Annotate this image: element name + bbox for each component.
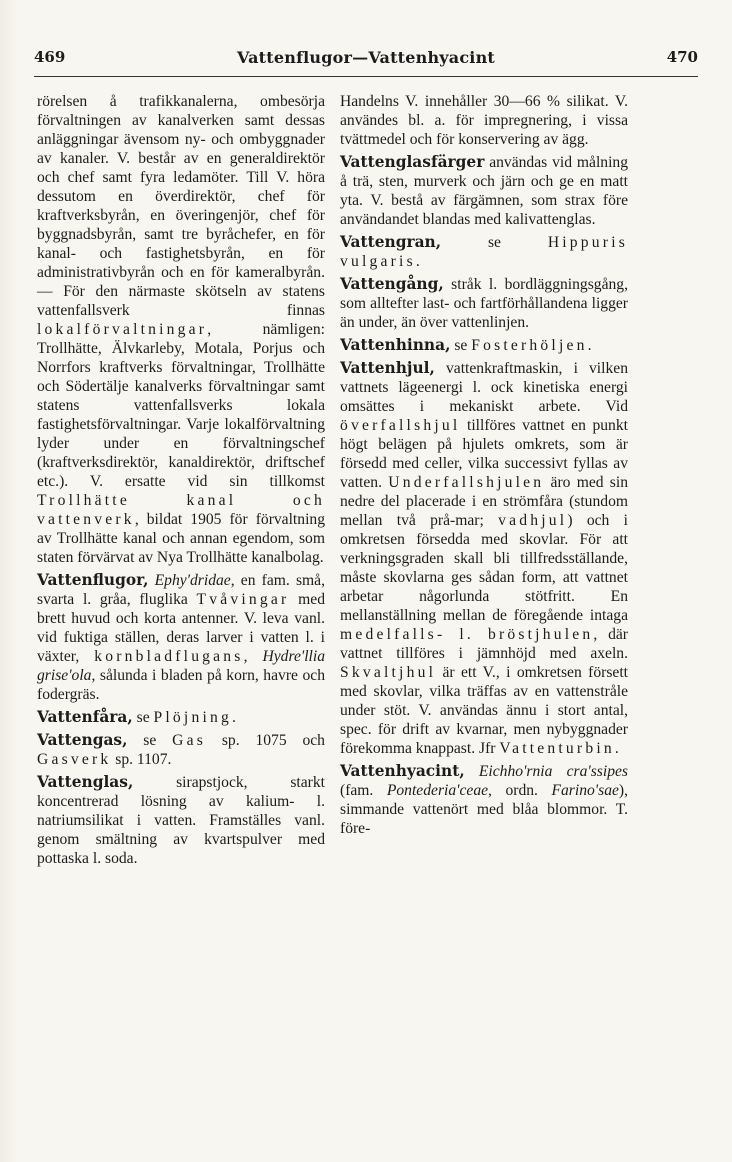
entry-text: , bildat 1905 för förvaltning av Trollhätte kanal och annan egendom, som staten förvärvat av Nya Trollhätte kanalbolag. — [37, 511, 325, 566]
spaced-term: vadhjul — [498, 512, 568, 529]
entry-text: med brett huvud och korta antenner. V. leva vanl. vid fuktiga ställen, deras larver i vatten l. i växter, — [37, 591, 325, 665]
entry-vattengran — [340, 233, 628, 271]
cross-reference: Plöjning — [153, 709, 232, 726]
spaced-term: lokalförvaltningar — [37, 321, 208, 338]
entry-text: ) och i omkretsen försedda med skovlar. För att verkningsgraden skall bli tillfredsställande, måste skovlarna ges sådan form, att vattnet arbetar någorlunda stötfritt. En mellanställning mellan de föregående intaga — [340, 512, 628, 624]
entry-text: se — [441, 234, 548, 251]
entry-text: . — [232, 709, 236, 726]
entry-text: ), simmande vattenört med blåa blommor. T. före- — [340, 782, 629, 837]
entry-text: tillföres vattnet en punkt högt belägen på hjulets omkrets, som är försedd med celler, vilka successivt fyllas av vatten. — [340, 417, 628, 491]
spaced-term: medelfalls- l. bröstjhulen — [340, 626, 594, 643]
latin-name: Eichho'rnia cra'ssipes — [478, 763, 628, 780]
entry-vattenglasfarger — [340, 153, 628, 229]
entry-text: sirapstjock, starkt koncentrerad lösning av kalium- l. natriumsilikat i vatten. Framställes vanl. genom smältning av kvartspulver med pottaska l. soda. — [37, 774, 325, 867]
spaced-term: kornbladflugans — [94, 648, 244, 665]
entry-text: är ett V., i omkretsen försett med skovlar, vilka träffas av en vattenstråle under stöt. V. användas ännu i stort antal, spec. för drift av kvarnar, men nybyggnader förekomma knappast. Jfr — [340, 664, 628, 757]
entry-text: , där vattnet tillföres i jämnhöjd med axeln. — [340, 626, 628, 662]
entry-vattenhjul — [340, 359, 628, 758]
entry-text: , nämligen: Trollhätte, Älvkarleby, Motala, Porjus och Norrfors kraftverks förvaltningar, Trollhätte och Södertälje kanalverks förvaltningar samt statens vattenfallsverks lokala fastighetsförvaltningar. Varje lokalförvaltning lyder under en förvaltningschef (kraftverksdirektör, kanaldirektör, driftschef etc.). V. ersatte vid sin tillkomst — [37, 321, 325, 490]
page-number-left: 469 — [34, 48, 66, 66]
entry-text: (fam. — [340, 782, 387, 799]
entry-text: Handelns V. innehåller 30—66 % silikat. V. användes bl. a. för impregnering, i vissa tvättmedel och för konservering av ägg. — [340, 93, 628, 148]
headword: Vattenglas, — [37, 773, 134, 791]
entry-vattenfara — [37, 708, 325, 727]
entry-text: . — [614, 740, 619, 757]
spaced-term: Underfallshjulen — [388, 474, 545, 491]
entry-text: . — [415, 253, 420, 270]
cross-reference: Fosterhöljen — [471, 337, 588, 354]
entry-text: användas vid målning å trä, sten, murverk och järn och ge en matt yta. V. bestå av färgämnen, som strax före användandet blandas med kalivattenglas. — [340, 154, 628, 228]
headword: Vattengran, — [340, 233, 442, 251]
headword: Vattengång, — [340, 275, 444, 293]
cross-reference: Hippuris vulgaris — [340, 234, 628, 270]
page-number-right: 470 — [666, 48, 698, 66]
entry-vattengas — [37, 731, 325, 769]
cross-reference: Trollhätte kanal och vattenverk — [37, 492, 325, 528]
cross-reference: Tvåvingar — [196, 591, 290, 608]
headword: Vattenfåra, — [37, 708, 133, 726]
headword: Vattenhjul, — [340, 359, 435, 377]
cross-reference: Gasverk — [37, 751, 112, 768]
entry-text: se — [132, 709, 154, 726]
left-column — [37, 92, 325, 868]
latin-name: Ephy'dridae — [154, 572, 231, 589]
entry-text: se — [127, 732, 173, 749]
entry-text: , en fam. små, svarta l. gråa, fluglika — [37, 572, 325, 608]
cross-reference: Gas — [172, 732, 206, 749]
entry-vattenflugor — [37, 571, 325, 704]
entry-vattenglas — [37, 773, 325, 868]
entry-vattenfallsstyrelsen-continued — [37, 92, 325, 567]
spaced-term: Skvaltjhul — [340, 664, 437, 681]
spaced-term: överfallshjul — [340, 417, 461, 434]
entry-text: sp. 1075 och — [206, 732, 325, 749]
entry-vattenhinna — [340, 336, 628, 355]
entry-text: vattenkraftmaskin, i vilken vattnets lägeenergi l. ock kinetiska energi omsättes i mekaniskt arbete. Vid — [340, 360, 628, 415]
entry-text: , sålunda i bladen på korn, havre och fodergräs. — [37, 667, 325, 703]
entry-text: . — [587, 337, 592, 354]
entry-text: se — [450, 337, 472, 354]
cross-reference: Vattenturbin — [499, 740, 615, 757]
headword: Vattenglasfärger — [340, 153, 485, 171]
entry-text: rörelsen å trafikkanalerna, ombesörja förvaltningen av kanalverken samt dessas anläggningar ävensom ny- och ombyggnader av kanaler. V. består av en generaldirektör och chef samt fyra ledamöter. Till V. höra dessutom en överdirektör, chef för kraftverksbyrån, en överingenjör, chef för byggnadsbyrån, samt tre byråchefer, en för kanal- och fastighetsbyrån, en för administrativbyrån och en för kameralbyrån. — För den närmaste skötseln av statens vattenfallsverk finnas — [37, 93, 325, 319]
headword: Vattenhyacint, — [340, 762, 465, 780]
entry-vattenglas-continued — [340, 92, 628, 149]
entry-vattengang — [340, 275, 628, 332]
running-title: Vattenflugor—Vattenhyacint — [236, 48, 496, 67]
entry-text: äro med sin nedre del placerade i en strömfåra (stundom mellan två prå-mar; — [340, 474, 628, 529]
right-column — [340, 92, 628, 838]
headword: Vattenhinna, — [340, 336, 451, 354]
entry-text: , — [243, 648, 263, 665]
entry-text: stråk l. bordläggningsgång, som alltefter last- och fartförhållandena ligger än under, än över vattenlinjen. — [340, 276, 628, 331]
latin-name: Hydre'llia grise'ola — [37, 648, 325, 684]
page-header — [34, 42, 698, 77]
entry-text: , ordn. — [488, 782, 552, 799]
headword: Vattenflugor, — [37, 571, 149, 589]
latin-name: Pontederia'ceae — [386, 782, 489, 799]
latin-name: Farino'sae — [551, 782, 619, 799]
headword: Vattengas, — [37, 731, 128, 749]
entry-text: sp. 1107. — [111, 751, 172, 768]
entry-vattenhyacint — [340, 762, 628, 838]
entry-text — [465, 763, 479, 780]
